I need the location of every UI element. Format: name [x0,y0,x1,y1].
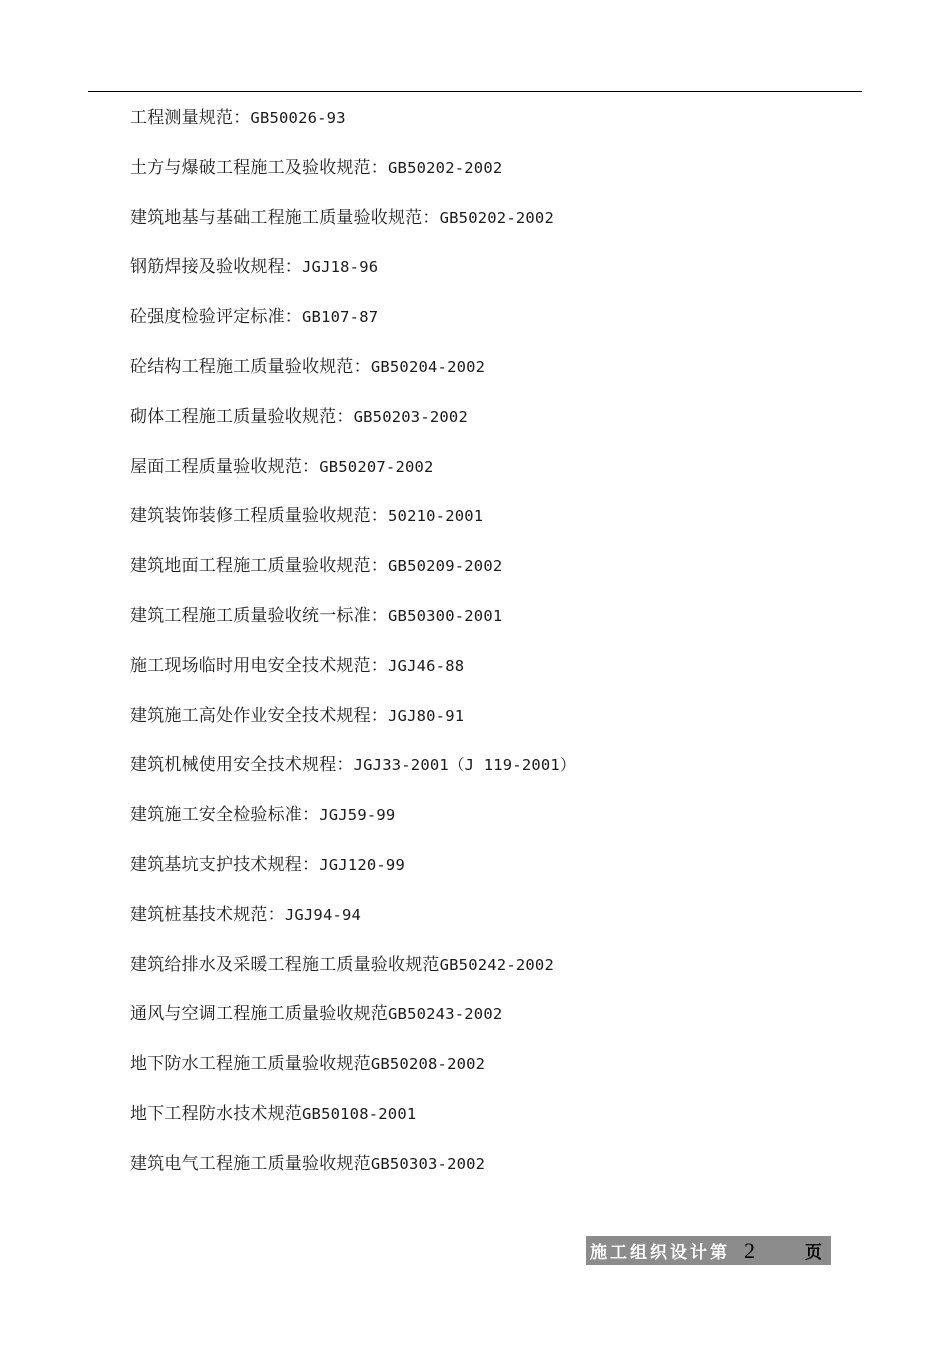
standard-line [130,702,890,752]
standard-line [130,303,890,353]
standard-code: JGJ120-99 [319,855,405,874]
standard-code: GB107-87 [302,308,379,327]
standard-name: 建筑地基与基础工程施工质量验收规范： [130,207,440,228]
standard-code: GB50204-2002 [370,357,486,376]
standard-code: GB50208-2002 [370,1055,486,1074]
standard-code: GB50202-2002 [439,208,554,227]
standard-code: GB50207-2002 [319,457,434,476]
standard-name: 建筑电气工程施工质量验收规范 [130,1153,371,1174]
standard-line [130,851,890,901]
standard-line [130,154,890,204]
standard-code: GB50203-2002 [353,407,468,426]
standard-line [130,204,890,254]
standard-code: JGJ46-88 [388,656,465,675]
standard-name: 建筑施工安全检验标准： [130,805,320,826]
standard-name: 建筑桩基技术规范： [130,904,285,925]
standard-line [130,1100,890,1150]
standard-name: 通风与空调工程施工质量验收规范 [130,1004,388,1025]
footer-prefix: 施工组织设计第 [590,1243,730,1263]
standard-line [130,453,890,503]
standard-code: GB50202-2002 [388,158,503,177]
standard-line [130,552,890,602]
page-number: 2 [744,1237,758,1263]
standard-name: 施工现场临时用电安全技术规范： [130,655,388,676]
standard-name: 建筑装饰装修工程质量验收规范： [130,506,388,527]
header-rule [88,91,862,92]
standard-name: 建筑工程施工质量验收统一标准： [130,605,388,626]
standard-line [130,951,890,1001]
standard-name: 屋面工程质量验收规范： [130,456,320,477]
standard-name: 地下防水工程施工质量验收规范 [130,1054,371,1075]
standard-line [130,1150,890,1200]
standard-code: GB50243-2002 [388,1005,503,1024]
standard-name: 砼结构工程施工质量验收规范： [130,356,371,377]
standard-line [130,1000,890,1050]
standard-line [130,253,890,303]
standard-line [130,751,890,801]
standard-code: GB50026-93 [250,109,346,127]
page-footer [586,1236,831,1265]
standard-line [130,104,890,154]
footer-suffix: 页 [805,1243,825,1263]
standard-name: 建筑基坑支护技术规程： [130,854,320,875]
standard-name: 砼强度检验评定标准： [130,307,302,328]
standard-code: GB50242-2002 [439,955,554,974]
standard-code: GB50303-2002 [370,1154,486,1173]
standards-list [130,104,890,1200]
standard-line [130,353,890,403]
standard-name: 地下工程防水技术规范 [130,1103,302,1124]
standard-name: 砌体工程施工质量验收规范： [130,406,354,427]
standard-name: 建筑地面工程施工质量验收规范： [130,556,388,577]
standard-code: JGJ94-94 [284,905,362,924]
standard-line [130,1050,890,1100]
standard-code: GB50108-2001 [302,1104,417,1123]
standard-line [130,901,890,951]
standard-code: JGJ33-2001（J 119-2001） [353,756,576,775]
standard-name: 建筑给排水及采暖工程施工质量验收规范 [130,954,440,975]
standard-line [130,502,890,552]
standard-line [130,801,890,851]
standard-name: 土方与爆破工程施工及验收规范： [130,157,388,178]
standard-code: 50210-2001 [388,507,484,526]
standard-line [130,602,890,652]
standard-code: GB50209-2002 [388,557,503,576]
standard-line [130,403,890,453]
standard-code: JGJ18-96 [302,258,379,277]
standard-name: 建筑施工高处作业安全技术规程： [130,705,388,726]
standard-line [130,652,890,702]
standard-code: JGJ80-91 [388,706,465,725]
standard-name: 工程测量规范： [130,108,251,128]
standard-code: GB50300-2001 [388,606,503,625]
standard-code: JGJ59-99 [319,806,396,825]
standard-name: 建筑机械使用安全技术规程： [130,755,354,776]
standard-name: 钢筋焊接及验收规程： [130,257,302,278]
